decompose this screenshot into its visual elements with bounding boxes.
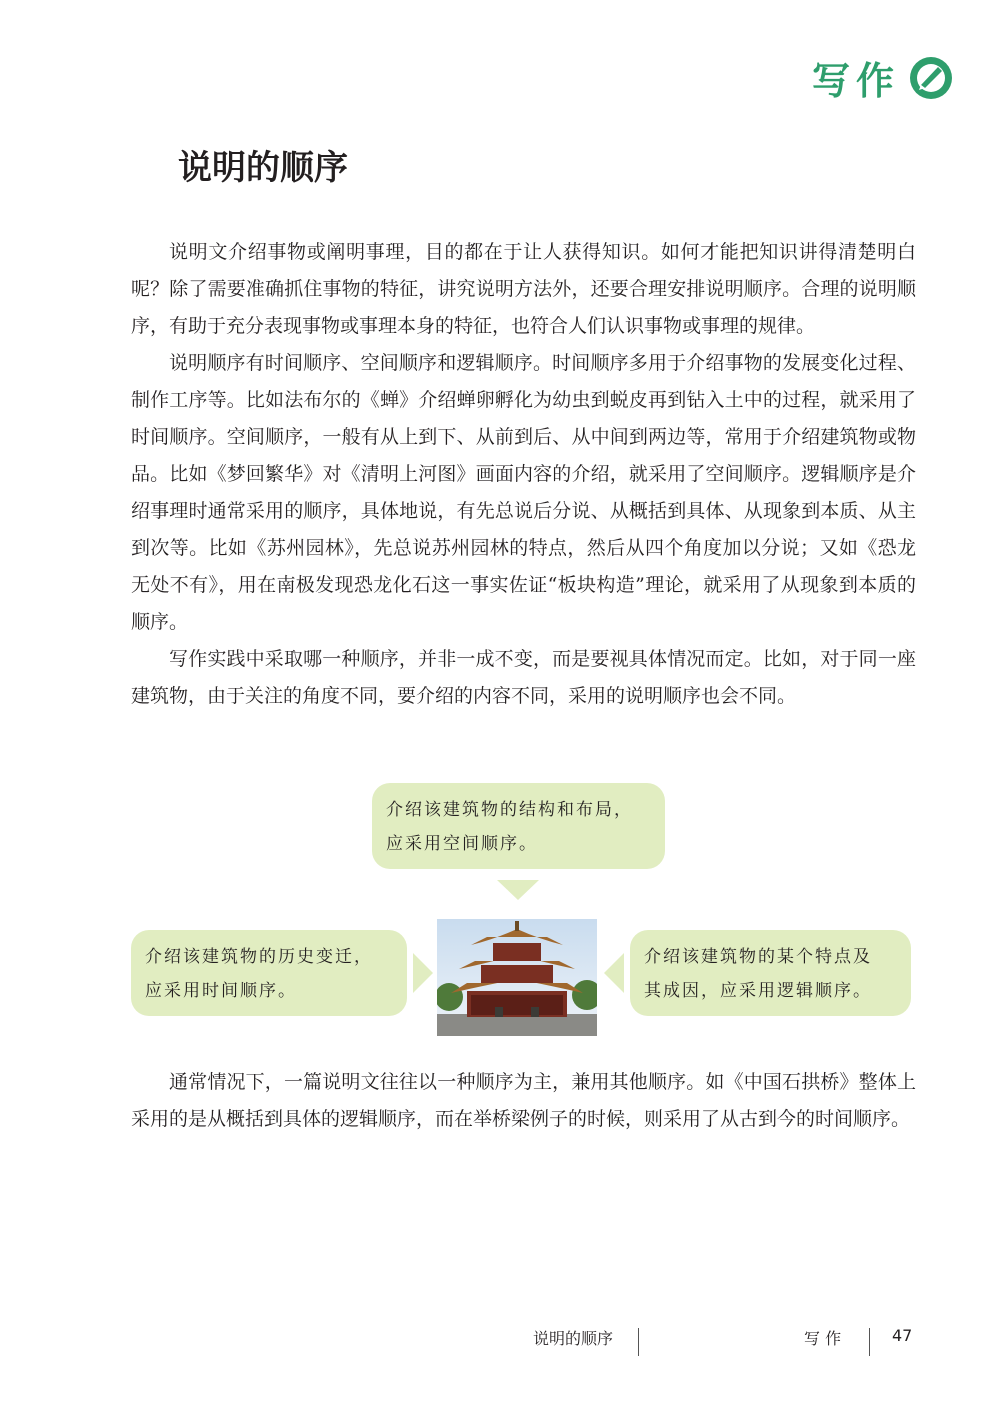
left-bubble xyxy=(131,930,407,1016)
page-number: 47 xyxy=(892,1326,913,1345)
paragraph-2: 说明顺序有时间顺序、空间顺序和逻辑顺序。时间顺序多用于介绍事物的发展变化过程、制作工序等。比如法布尔的《蝉》介绍蝉卵孵化为幼虫到蜕皮再到钻入土中的过程，就采用了时间顺序。空间顺序，一般有从上到下、从前到后、从中间到两边等，常用于介绍建筑物或物品。比如《梦回繁华》对《清明上河图》画面内容的介绍，就采用了空间顺序。逻辑顺序是介绍事理时通常采用的顺序，具体地说，有先总说后分说、从概括到具体、从现象到本质、从主到次等。比如《苏州园林》，先总说苏州园林的特点，然后从四个角度加以分说；又如《恐龙无处不有》，用在南极发现恐龙化石这一事实佐证“板块构造”理论，就采用了从现象到本质的顺序。 xyxy=(131,352,916,633)
footer-section: 写 作 xyxy=(804,1329,842,1348)
right-bubble-line-2: 其成因，应采用逻辑顺序。 xyxy=(644,981,872,1001)
pen-nib-circle-icon xyxy=(908,55,954,101)
left-bubble-line-1: 介绍该建筑物的历史变迁， xyxy=(145,947,373,967)
section-header xyxy=(812,50,954,105)
top-bubble-line-1: 介绍该建筑物的结构和布局， xyxy=(386,800,633,820)
footer-divider xyxy=(869,1328,870,1356)
closing-paragraph: 通常情况下，一篇说明文往往以一种顺序为主，兼用其他顺序。如《中国石拱桥》整体上采用的是从概括到具体的逻辑顺序，而在举桥梁例子的时候，则采用了从古到今的时间顺序。 xyxy=(131,1071,916,1130)
right-bubble xyxy=(630,930,911,1016)
left-bubble-line-2: 应采用时间顺序。 xyxy=(145,981,297,1001)
right-bubble-line-1: 介绍该建筑物的某个特点及 xyxy=(644,947,872,967)
footer-lesson: 说明的顺序 xyxy=(533,1329,614,1348)
right-arrow xyxy=(413,953,433,993)
page-title: 说明的顺序 xyxy=(178,148,348,188)
section-label: 写作 xyxy=(811,59,900,103)
building-photo xyxy=(437,919,597,1036)
left-arrow xyxy=(604,953,624,993)
footer-divider xyxy=(638,1328,639,1356)
paragraph-3: 写作实践中采取哪一种顺序，并非一成不变，而是要视具体情况而定。比如，对于同一座建筑物，由于关注的角度不同，要介绍的内容不同，采用的说明顺序也会不同。 xyxy=(131,648,916,707)
paragraph-1: 说明文介绍事物或阐明事理，目的都在于让人获得知识。如何才能把知识讲得清楚明白呢？除了需要准确抓住事物的特征，讲究说明方法外，还要合理安排说明顺序。合理的说明顺序，有助于充分表现事物或事理本身的特征，也符合人们认识事物或事理的规律。 xyxy=(131,241,916,337)
closing-text xyxy=(131,1064,916,1138)
down-arrow xyxy=(497,880,539,900)
intro-text xyxy=(131,234,916,715)
top-bubble-line-2: 应采用空间顺序。 xyxy=(386,834,538,854)
top-bubble xyxy=(372,783,665,869)
